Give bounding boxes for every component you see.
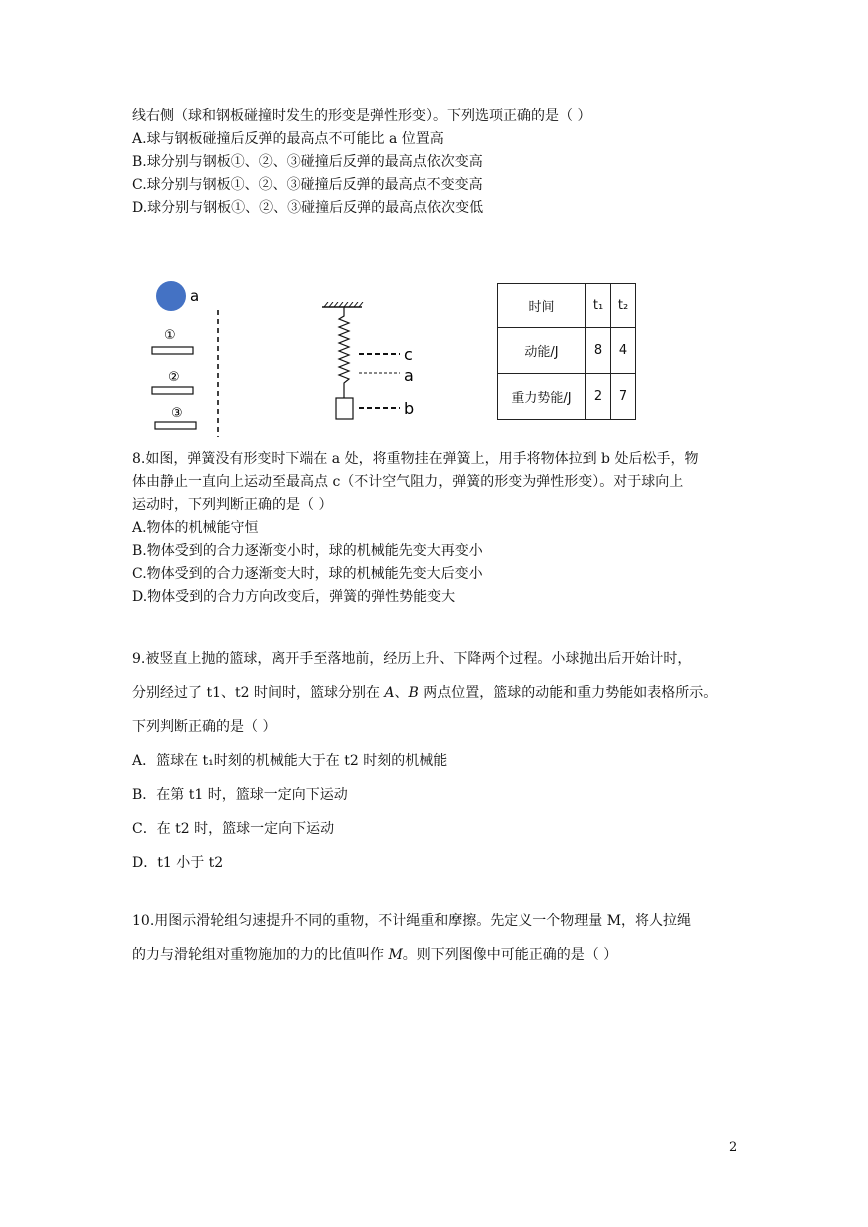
plate-3-label: ③ (171, 406, 183, 421)
table-header-t1: t₁ (586, 284, 611, 328)
q9-block (132, 642, 740, 880)
q8-stem-line-1: 8.如图，弹簧没有形变时下端在 a 处，将重物挂在弹簧上，用手将物体拉到 b 处后松手，物 (132, 451, 699, 467)
energy-table (497, 283, 636, 420)
q9-stem-line-1: 9.被竖直上抛的篮球，离开手至落地前，经历上升、下降两个过程。小球抛出后开始计时， (132, 651, 692, 667)
separator: 、 (394, 685, 409, 701)
ball-icon (156, 281, 186, 311)
q10-stem-line-2 (132, 938, 740, 972)
table-row (498, 374, 636, 420)
level-a-label: a (404, 366, 414, 385)
table-header-row (498, 284, 636, 328)
q7-option-a: A.球与钢板碰撞后反弹的最高点不可能比 a 位置高 (132, 131, 444, 147)
q8-option-a: A.物体的机械能守恒 (132, 520, 259, 536)
ball-label: a (190, 287, 200, 305)
point-a-label: A (384, 685, 395, 701)
q9-stem-line-3: 下列判断正确的是（ ） (132, 719, 277, 735)
q7-option-c: C.球分别与钢板①、②、③碰撞后反弹的最高点不变变高 (132, 177, 483, 193)
table-cell: 7 (611, 374, 636, 420)
q9-stem-line-2 (132, 676, 740, 710)
q8-option-d: D.物体受到的合力方向改变后，弹簧的弹性势能变大 (132, 589, 456, 605)
q9-stem-text: 两点位置，篮球的动能和重力势能如表格所示。 (418, 685, 718, 701)
q10-stem-text: 的力与滑轮组对重物施加的力的比值叫作 (132, 947, 389, 963)
weight-block (336, 398, 353, 419)
q8-stem-line-2: 体由静止一直向上运动至最高点 c（不计空气阻力，弹簧的形变为弹性形变）。对于球向上 (132, 474, 684, 490)
plate-1-label: ① (164, 328, 176, 343)
level-b-label: b (404, 399, 415, 418)
q7-option-b: B.球分别与钢板①、②、③碰撞后反弹的最高点依次变高 (132, 154, 483, 170)
q8-stem-line-3: 运动时，下列判断正确的是（ ） (132, 497, 333, 513)
ball-plates-figure (140, 275, 240, 440)
q10-block (132, 904, 740, 972)
q8-option-c: C.物体受到的合力逐渐变大时，球的机械能先变大后变小 (132, 566, 483, 582)
spring-figure (318, 302, 428, 424)
level-c-label: c (404, 345, 413, 364)
page-number: 2 (729, 1140, 738, 1155)
q7-option-d: D.球分别与钢板①、②、③碰撞后反弹的最高点依次变低 (132, 200, 484, 216)
q9-option-d: D．t1 小于 t2 (132, 855, 224, 871)
m-symbol: M (388, 947, 403, 963)
spring-coil (339, 307, 349, 398)
q10-stem-line-1: 10.用图示滑轮组匀速提升不同的重物，不计绳重和摩擦。先定义一个物理量 M，将人拉绳 (132, 913, 692, 929)
q9-option-a: A．篮球在 t₁时刻的机械能大于在 t2 时刻的机械能 (132, 753, 448, 769)
table-header-t2: t₂ (611, 284, 636, 328)
table-row-label: 重力势能/J (498, 374, 586, 420)
q8-block (132, 448, 740, 609)
q10-stem-text: 。则下列图像中可能正确的是（ ） (402, 947, 618, 963)
table-cell: 8 (586, 328, 611, 374)
table-row (498, 328, 636, 374)
q9-option-c: C．在 t2 时，篮球一定向下运动 (132, 821, 335, 837)
table-cell: 2 (586, 374, 611, 420)
q9-stem-text: 分别经过了 t1、t2 时间时，篮球分别在 (132, 685, 385, 701)
plate-3 (155, 422, 196, 429)
plate-2 (152, 387, 193, 394)
table-header-time: 时间 (498, 284, 586, 328)
plate-1 (152, 347, 193, 354)
q7-stem-line: 线右侧（球和钢板碰撞时发生的形变是弹性形变）。下列选项正确的是（ ） (132, 108, 592, 124)
table-cell: 4 (611, 328, 636, 374)
point-b-label: B (408, 685, 419, 701)
q8-option-b: B.物体受到的合力逐渐变小时，球的机械能先变大再变小 (132, 543, 483, 559)
table-row-label: 动能/J (498, 328, 586, 374)
q9-option-b: B．在第 t1 时，篮球一定向下运动 (132, 787, 348, 803)
plate-2-label: ② (168, 370, 180, 385)
